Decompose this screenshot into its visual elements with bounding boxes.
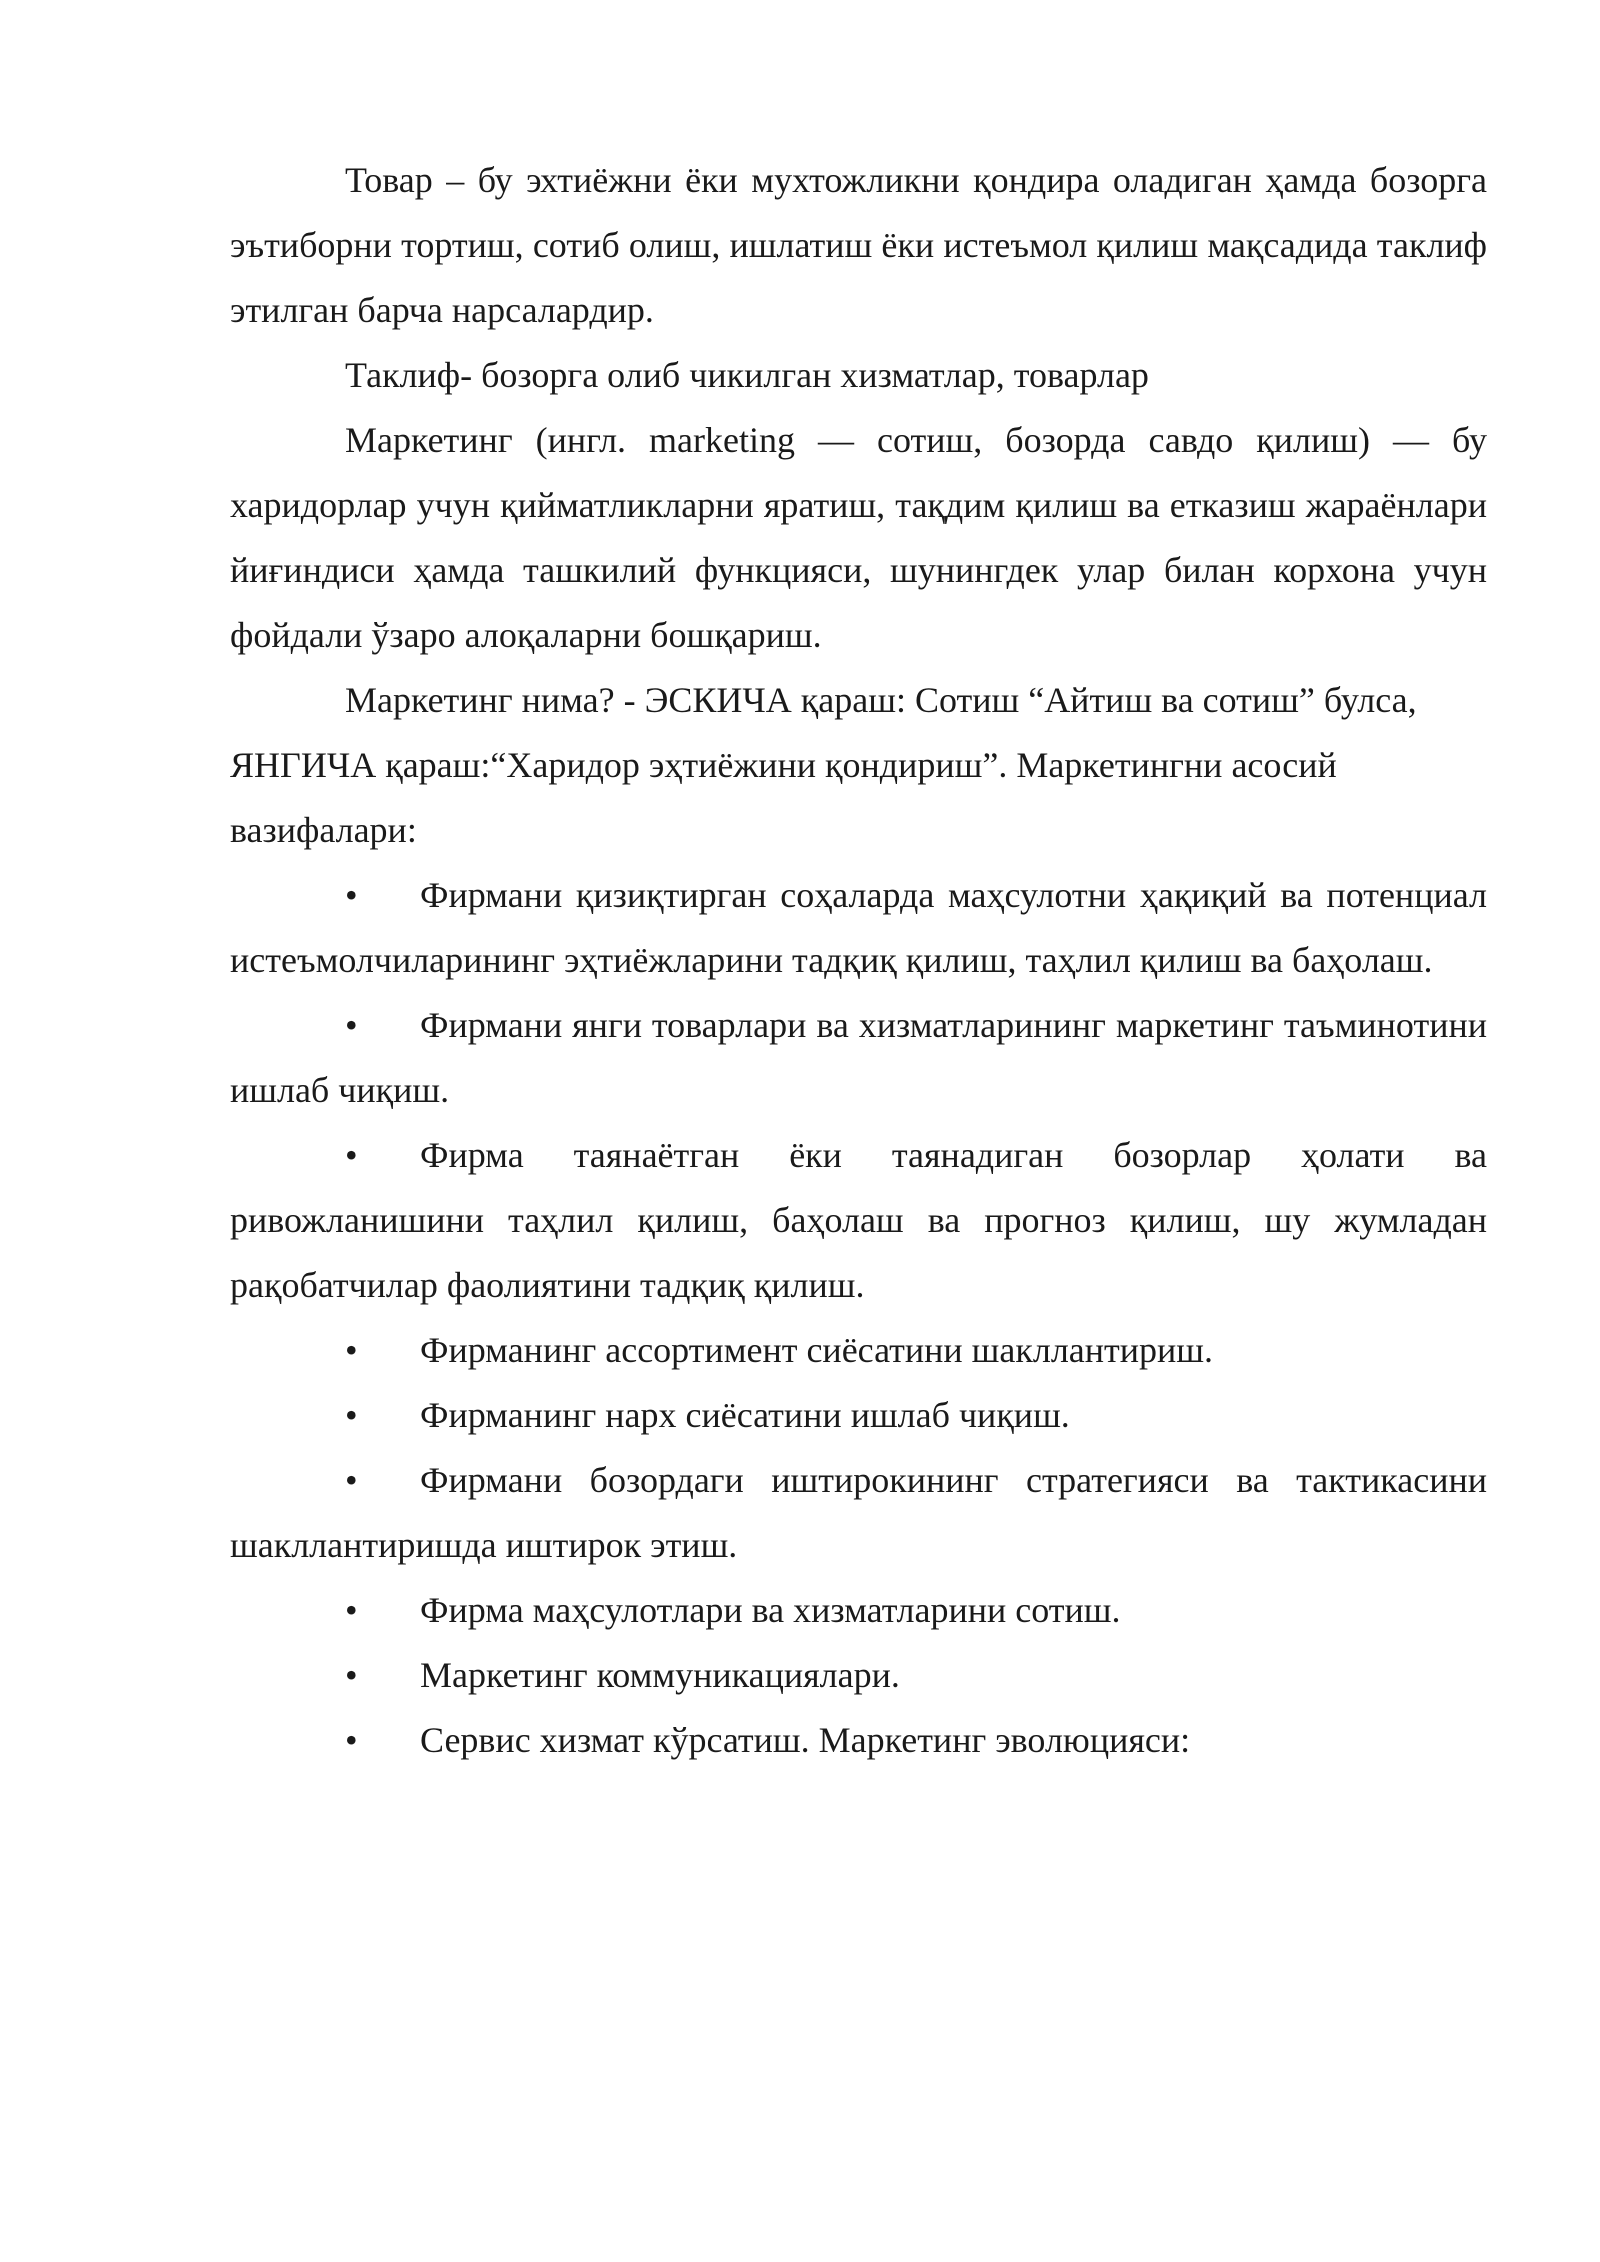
- list-item: [230, 1643, 1487, 1708]
- list-item-text: Сервис хизмат кўрсатиш. Маркетинг эволюцияси:: [420, 1720, 1191, 1760]
- paragraph-offer-definition: Таклиф- бозорга олиб чикилган хизматлар, товарлар: [345, 355, 1149, 395]
- list-item-text: Фирмани янги товарлари ва хизматларининг маркетинг таъминотини ишлаб чиқиш.: [230, 1005, 1487, 1110]
- paragraph-product-definition: Товар – бу эхтиёжни ёки мухтожликни қондира оладиган ҳамда бозорга эътиборни тортиш, сотиб олиш, ишлатиш ёки истеъмол қилиш мақсадида таклиф этилган барча нарсалардир.: [230, 160, 1487, 330]
- list-item-text: Маркетинг коммуникациялари.: [420, 1655, 900, 1695]
- list-item-text: Фирманинг нарх сиёсатини ишлаб чиқиш.: [420, 1395, 1070, 1435]
- paragraph-marketing-views: Маркетинг нима? - ЭСКИЧА қараш: Сотиш “Айтиш ва сотиш” булса, ЯНГИЧА қараш:“Харидор эҳтиёжини қондириш”. Маркетингни асосий вазифалари:: [230, 680, 1417, 850]
- list-item: [230, 1383, 1487, 1448]
- list-item-text: Фирма маҳсулотлари ва хизматларини сотиш.: [420, 1590, 1121, 1630]
- list-item-text: Фирмани қизиқтирган соҳаларда маҳсулотни ҳақиқий ва потенциал истеъмолчиларининг эҳтиёжларини тадқиқ қилиш, таҳлил қилиш ва баҳолаш.: [230, 875, 1487, 980]
- list-item-text: Фирманинг ассортимент сиёсатини шакллантириш.: [420, 1330, 1214, 1370]
- list-item-text: Фирма таянаётган ёки таянадиган бозорлар ҳолати ва ривожланишини таҳлил қилиш, баҳолаш ва прогноз қилиш, шу жумладан рақобатчилар фаолиятини тадқиқ қилиш.: [230, 1135, 1487, 1305]
- list-item: [230, 1448, 1487, 1578]
- list-item: [230, 1123, 1487, 1318]
- bullet-marker: •: [345, 1590, 358, 1630]
- list-item: [230, 1578, 1487, 1643]
- bullet-marker: •: [345, 1005, 358, 1045]
- list-item: [230, 993, 1487, 1123]
- bullet-marker: •: [345, 1330, 358, 1370]
- document-page: [230, 148, 1487, 1773]
- bullet-marker: •: [345, 1720, 358, 1760]
- list-item: [230, 1318, 1487, 1383]
- bullet-marker: •: [345, 1655, 358, 1695]
- paragraph-marketing-definition: Маркетинг (ингл. marketing — сотиш, бозорда савдо қилиш) — бу харидорлар учун қийматликларни яратиш, тақдим қилиш ва етказиш жараёнлари йиғиндиси ҳамда ташкилий функцияси, шунингдек улар билан корхона учун фойдали ўзаро алоқаларни бошқариш.: [230, 420, 1487, 655]
- list-item: [230, 1708, 1487, 1773]
- list-item: [230, 863, 1487, 993]
- bullet-marker: •: [345, 1460, 358, 1500]
- bullet-marker: •: [345, 1395, 358, 1435]
- list-item-text: Фирмани бозордаги иштирокининг стратегияси ва тактикасини шакллантиришда иштирок этиш.: [230, 1460, 1487, 1565]
- bullet-marker: •: [345, 875, 358, 915]
- bullet-marker: •: [345, 1135, 358, 1175]
